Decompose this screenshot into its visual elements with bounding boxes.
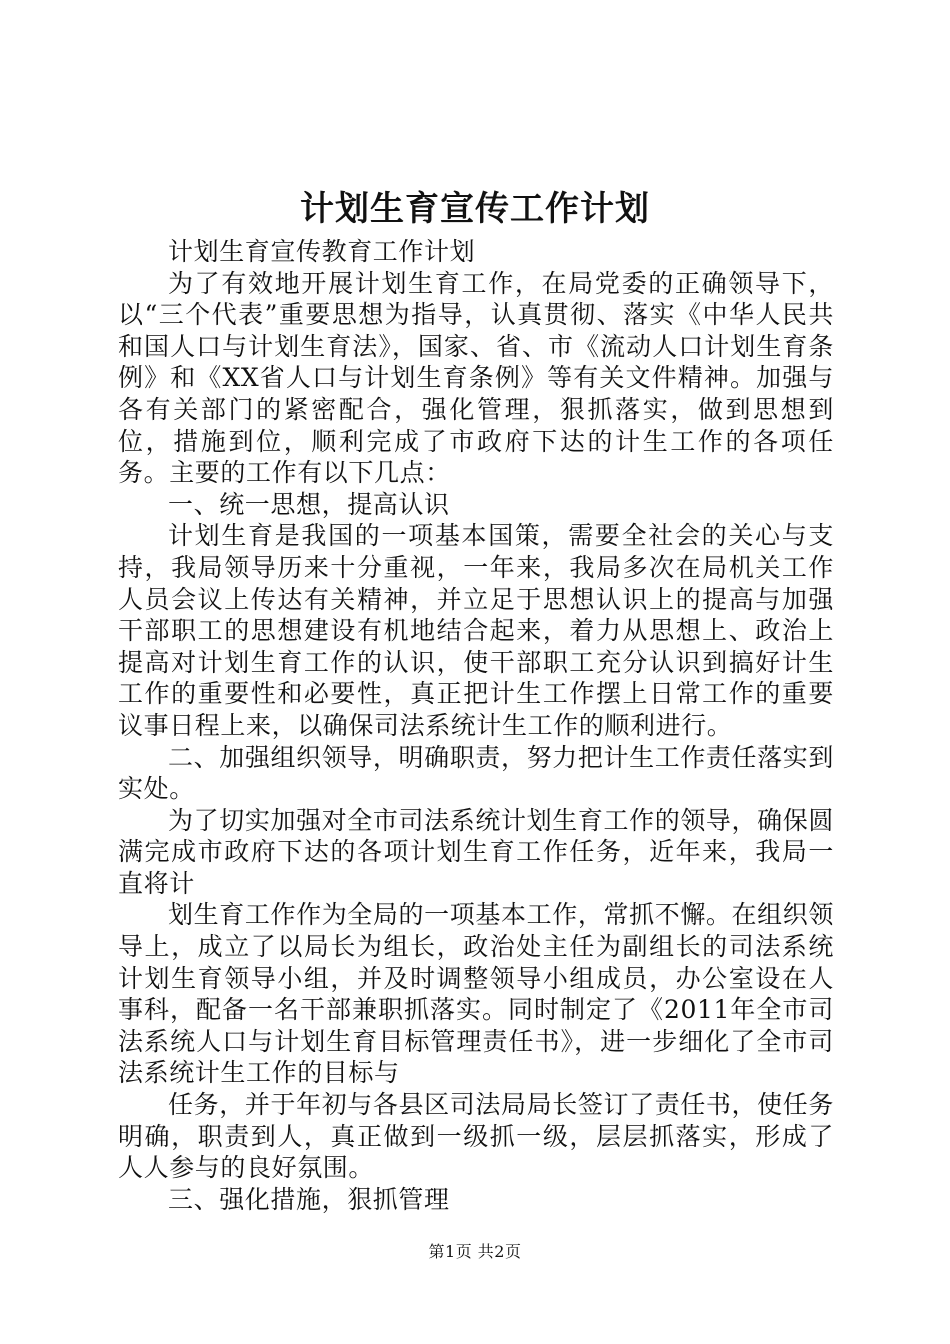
subtitle-paragraph: 计划生育宣传教育工作计划 [168,237,476,266]
section-2-paragraph-3: 任务，并于年初与各县区司法局局长签订了责任书，使任务明确，职责到人，真正做到一级抓一级，层层抓落实，形成了人人参与的良好氛围。 [118,1090,834,1183]
page-footer: 第1页 共2页 [428,1242,522,1261]
section-2-paragraph-1: 为了切实加强对全市司法系统计划生育工作的领导，确保圆满完成市政府下达的各项计划生育工作任务，近年来，我局一直将计 [118,805,834,898]
section-heading-2: 二、加强组织领导，明确职责，努力把计生工作责任落实到实处。 [118,742,834,804]
section-heading-3: 三、强化措施，狠抓管理 [168,1184,450,1214]
intro-paragraph: 为了有效地开展计划生育工作，在局党委的正确领导下，以“三个代表”重要思想为指导，认真贯彻、落实《中华人民共和国人口与计划生育法》，国家、省、市《流动人口计划生育条例》和《XX省人口与计划生育条例》等有关文件精神。加强与各有关部门的紧密配合，强化管理，狠抓落实，做到思想到位，措施到位，顺利完成了市政府下达的计生工作的各项任务。主要的工作有以下几点： [118,268,834,488]
section-2-paragraph-2: 划生育工作作为全局的一项基本工作，常抓不懈。在组织领导上，成立了以局长为组长，政治处主任为副组长的司法系统计划生育领导小组，并及时调整领导小组成员，办公室设在人事科，配备一名干部兼职抓落实。同时制定了《2011年全市司法系统人口与计划生育目标管理责任书》，进一步细化了全市司法系统计生工作的目标与 [118,900,834,1088]
document-title: 计划生育宣传工作计划 [300,189,650,229]
section-heading-1: 一、统一思想，提高认识 [168,489,450,519]
section-1-paragraph: 计划生育是我国的一项基本国策，需要全社会的关心与支持，我局领导历来十分重视，一年来，我局多次在局机关工作人员会议上传达有关精神，并立足于思想认识上的提高与加强干部职工的思想建设有机地结合起来，着力从思想上、政治上提高对计划生育工作的认识，使干部职工充分认识到搞好计生工作的重要性和必要性，真正把计生工作摆上日常工作的重要议事日程上来，以确保司法系统计生工作的顺利进行。 [118,521,834,740]
document-body [118,236,834,1215]
